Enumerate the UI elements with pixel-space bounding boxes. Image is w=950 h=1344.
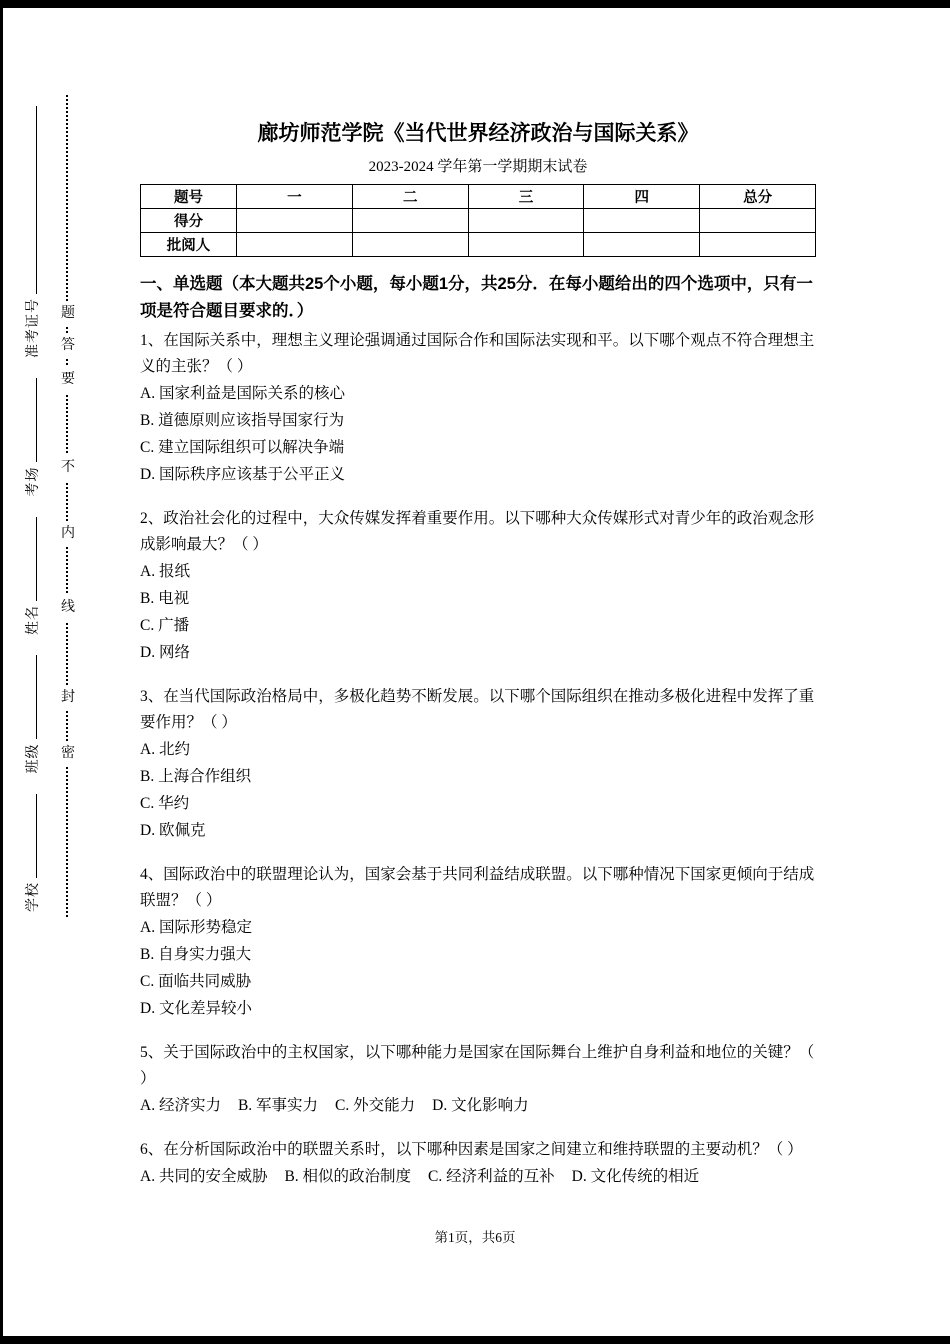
question-option: D. 网络 bbox=[140, 644, 190, 661]
score-table-header-row bbox=[141, 185, 816, 209]
question-stem: 1、在国际关系中，理想主义理论强调通过国际合作和国际法实现和平。以下哪个观点不符合理想主义的主张？（ ） bbox=[140, 332, 815, 375]
seal-char: 不 bbox=[59, 455, 77, 481]
question-option: D. 文化影响力 bbox=[432, 1097, 529, 1114]
question-options-inline bbox=[140, 1092, 816, 1119]
score-blank-cell bbox=[237, 209, 353, 233]
score-blank-cell bbox=[468, 233, 584, 257]
question-stem: 2、政治社会化的过程中，大众传媒发挥着重要作用。以下哪种大众传媒形式对青少年的政治观念形成影响最大？（ ） bbox=[140, 510, 815, 553]
section-heading: 一、单选题（本大题共25个小题，每小题1分，共25分．在每小题给出的四个选项中，只有一项是符合题目要求的．） bbox=[140, 275, 813, 320]
question-options-inline bbox=[140, 1163, 816, 1190]
question-option: B. 电视 bbox=[140, 590, 190, 607]
question-option: A. 国家利益是国际关系的核心 bbox=[140, 385, 345, 402]
score-blank-cell bbox=[468, 209, 584, 233]
margin-student-fields bbox=[22, 70, 42, 912]
page-bottom-border bbox=[0, 1336, 950, 1344]
page-top-border bbox=[0, 0, 950, 8]
seal-char: 封 bbox=[59, 685, 77, 711]
score-col-header: 三 bbox=[468, 185, 584, 209]
score-col-header: 总分 bbox=[700, 185, 816, 209]
score-row bbox=[141, 209, 816, 233]
question-3 bbox=[140, 684, 816, 844]
score-col-header: 一 bbox=[237, 185, 353, 209]
question-stem: 3、在当代国际政治格局中，多极化趋势不断发展。以下哪个国际组织在推动多极化进程中发挥了重要作用？（ ） bbox=[140, 688, 815, 731]
field-label-name: 姓名 bbox=[26, 605, 41, 635]
seal-char: 题 bbox=[59, 301, 77, 327]
score-row-label: 批阅人 bbox=[141, 233, 237, 257]
field-label-exam-room: 考场 bbox=[26, 466, 41, 497]
score-blank-cell bbox=[700, 233, 816, 257]
field-label-school: 学校 bbox=[26, 882, 41, 912]
question-stem: 6、在分析国际政治中的联盟关系时，以下哪种因素是国家之间建立和维持联盟的主要动机？（ ） bbox=[140, 1141, 803, 1158]
seal-char: 答 bbox=[59, 333, 77, 359]
score-col-header: 题号 bbox=[141, 185, 237, 209]
question-stem: 5、关于国际政治中的主权国家，以下哪种能力是国家在国际舞台上维护自身利益和地位的关键？（ ） bbox=[140, 1044, 815, 1087]
question-option: C. 建立国际组织可以解决争端 bbox=[140, 439, 345, 456]
score-blank-cell bbox=[584, 209, 700, 233]
question-option: C. 外交能力 bbox=[335, 1097, 416, 1114]
seal-line bbox=[61, 95, 75, 917]
score-col-header: 二 bbox=[352, 185, 468, 209]
question-option: D. 文化差异较小 bbox=[140, 1000, 252, 1017]
seal-char: 内 bbox=[59, 521, 77, 547]
question-option: A. 经济实力 bbox=[140, 1097, 221, 1114]
score-blank-cell bbox=[352, 209, 468, 233]
question-option: D. 文化传统的相近 bbox=[571, 1168, 700, 1185]
page-footer: 第1页，共6页 bbox=[434, 1230, 516, 1245]
field-blank-exam-room bbox=[22, 379, 37, 463]
score-blank-cell bbox=[700, 209, 816, 233]
score-table bbox=[140, 184, 816, 257]
score-blank-cell bbox=[584, 233, 700, 257]
field-label-admission-no: 准考证号 bbox=[26, 298, 41, 358]
question-6 bbox=[140, 1137, 816, 1190]
question-2 bbox=[140, 506, 816, 666]
question-option: D. 欧佩克 bbox=[140, 822, 206, 839]
question-option: A. 国际形势稳定 bbox=[140, 919, 252, 936]
question-option: A. 北约 bbox=[140, 741, 190, 758]
seal-char: 密 bbox=[59, 741, 77, 767]
question-5 bbox=[140, 1040, 816, 1119]
question-option: C. 华约 bbox=[140, 795, 190, 812]
question-option: B. 军事实力 bbox=[237, 1097, 319, 1114]
question-option: C. 经济利益的互补 bbox=[428, 1168, 555, 1185]
field-blank-admission-no bbox=[22, 106, 37, 294]
exam-subtitle: 2023-2024 学年第一学期期末试卷 bbox=[368, 159, 588, 175]
exam-content bbox=[140, 120, 816, 1208]
grader-row bbox=[141, 233, 816, 257]
question-option: C. 面临共同威胁 bbox=[140, 973, 252, 990]
question-stem: 4、国际政治中的联盟理论认为，国家会基于共同利益结成联盟。以下哪种情况下国家更倾向于结成联盟？（ ） bbox=[140, 866, 815, 909]
page-left-border bbox=[0, 0, 3, 1344]
question-4 bbox=[140, 862, 816, 1022]
field-blank-class bbox=[22, 656, 37, 740]
seal-char: 线 bbox=[59, 595, 77, 621]
question-option: D. 国际秩序应该基于公平正义 bbox=[140, 466, 345, 483]
score-row-label: 得分 bbox=[141, 209, 237, 233]
question-option: B. 相似的政治制度 bbox=[284, 1168, 412, 1185]
score-col-header: 四 bbox=[584, 185, 700, 209]
question-option: A. 报纸 bbox=[140, 563, 190, 580]
question-option: C. 广播 bbox=[140, 617, 190, 634]
score-blank-cell bbox=[237, 233, 353, 257]
seal-char: 要 bbox=[59, 367, 77, 393]
question-option: B. 上海合作组织 bbox=[140, 768, 252, 785]
field-blank-name bbox=[22, 517, 37, 601]
score-blank-cell bbox=[352, 233, 468, 257]
question-option: A. 共同的安全威胁 bbox=[140, 1168, 268, 1185]
field-label-class: 班级 bbox=[26, 743, 41, 774]
question-option: B. 自身实力强大 bbox=[140, 946, 252, 963]
exam-title: 廊坊师范学院《当代世界经济政治与国际关系》 bbox=[257, 122, 699, 145]
question-1 bbox=[140, 328, 816, 488]
question-option: B. 道德原则应该指导国家行为 bbox=[140, 412, 345, 429]
field-blank-school bbox=[22, 794, 37, 878]
